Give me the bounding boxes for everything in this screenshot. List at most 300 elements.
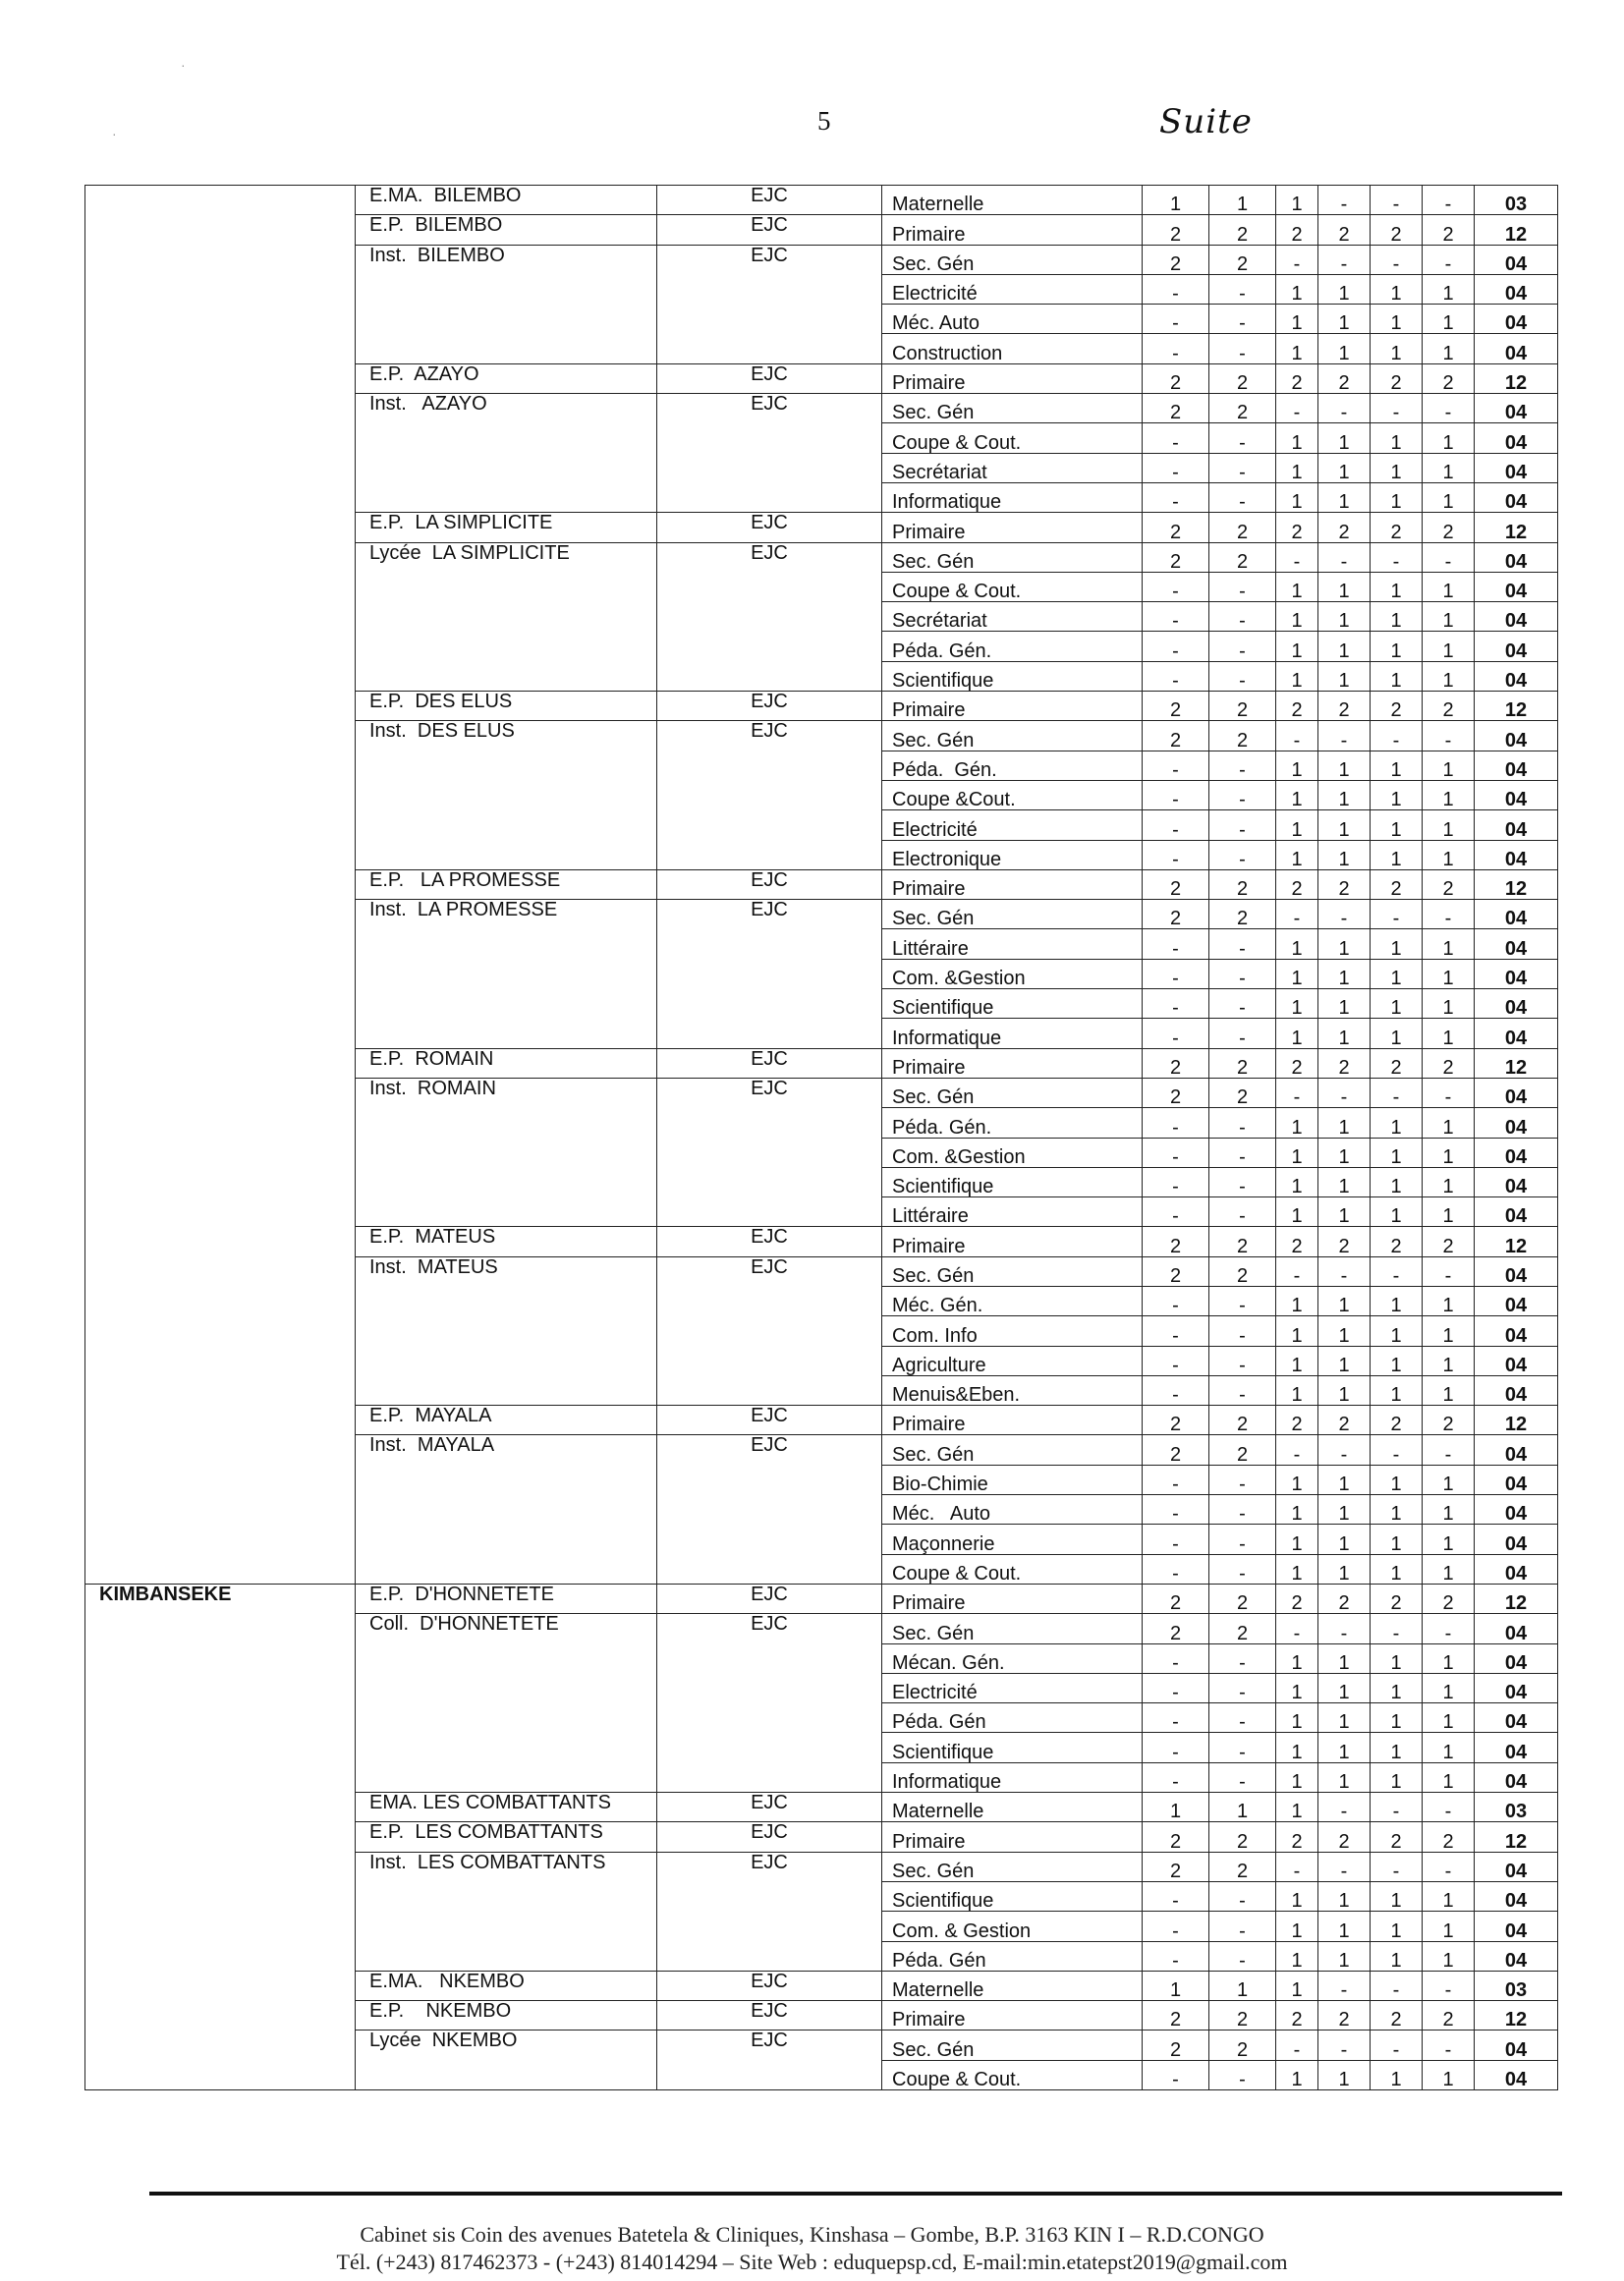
- class-count: 1: [1318, 1881, 1371, 1911]
- option-label: Maçonnerie: [882, 1525, 1143, 1554]
- class-count: -: [1276, 900, 1318, 929]
- class-count: -: [1423, 1971, 1475, 2000]
- class-count: -: [1371, 2031, 1423, 2060]
- option-total: 04: [1475, 929, 1558, 959]
- option-label: Primaire: [882, 1822, 1143, 1852]
- class-count: 1: [1423, 632, 1475, 661]
- class-count: 1: [1318, 602, 1371, 632]
- school-name: E.P. LES COMBATTANTS: [356, 1822, 657, 1852]
- option-total: 12: [1475, 1048, 1558, 1078]
- class-count: 2: [1371, 1048, 1423, 1078]
- class-count: -: [1209, 1019, 1276, 1048]
- class-count: 1: [1371, 453, 1423, 482]
- class-count: 1: [1371, 751, 1423, 780]
- class-count: 2: [1318, 513, 1371, 542]
- class-count: 1: [1276, 1554, 1318, 1584]
- class-count: 2: [1209, 1227, 1276, 1256]
- class-count: -: [1143, 1316, 1209, 1346]
- school-name: E.MA. BILEMBO: [356, 186, 657, 215]
- school-org: EJC: [657, 1584, 882, 1613]
- class-count: 1: [1318, 780, 1371, 809]
- class-count: 1: [1276, 1525, 1318, 1554]
- option-label: Sec. Gén: [882, 1614, 1143, 1643]
- class-count: -: [1143, 1673, 1209, 1702]
- class-count: 2: [1423, 513, 1475, 542]
- class-count: 1: [1276, 1971, 1318, 2000]
- class-count: -: [1318, 394, 1371, 423]
- school-name: Inst. BILEMBO: [356, 245, 657, 363]
- class-count: 1: [1276, 1286, 1318, 1315]
- class-count: 1: [1276, 2060, 1318, 2089]
- class-count: -: [1318, 1614, 1371, 1643]
- option-total: 04: [1475, 1019, 1558, 1048]
- class-count: 2: [1209, 215, 1276, 245]
- class-count: 1: [1318, 423, 1371, 453]
- class-count: 1: [1371, 1286, 1423, 1315]
- class-count: 2: [1209, 2001, 1276, 2031]
- class-count: 1: [1276, 453, 1318, 482]
- class-count: -: [1209, 810, 1276, 840]
- class-count: -: [1276, 2031, 1318, 2060]
- class-count: 2: [1276, 1822, 1318, 1852]
- option-label: Secrétariat: [882, 602, 1143, 632]
- class-count: -: [1423, 245, 1475, 274]
- school-org: EJC: [657, 245, 882, 363]
- class-count: 1: [1371, 1019, 1423, 1048]
- option-label: Secrétariat: [882, 453, 1143, 482]
- class-count: 2: [1143, 215, 1209, 245]
- class-count: 2: [1209, 1614, 1276, 1643]
- class-count: 1: [1276, 1762, 1318, 1792]
- class-count: 1: [1276, 780, 1318, 809]
- option-total: 12: [1475, 1584, 1558, 1613]
- class-count: 1: [1423, 1316, 1475, 1346]
- class-count: -: [1143, 2060, 1209, 2089]
- option-total: 04: [1475, 1852, 1558, 1881]
- class-count: 2: [1276, 363, 1318, 393]
- class-count: 1: [1423, 334, 1475, 363]
- class-count: 1: [1423, 989, 1475, 1019]
- class-count: 1: [1276, 423, 1318, 453]
- class-count: -: [1209, 1733, 1276, 1762]
- option-total: 04: [1475, 1197, 1558, 1227]
- class-count: 1: [1371, 1108, 1423, 1138]
- class-count: 1: [1276, 572, 1318, 601]
- option-label: Maternelle: [882, 186, 1143, 215]
- option-total: 04: [1475, 1286, 1558, 1315]
- option-total: 04: [1475, 1703, 1558, 1733]
- class-count: 2: [1371, 2001, 1423, 2031]
- class-count: -: [1209, 1346, 1276, 1375]
- class-count: -: [1318, 1793, 1371, 1822]
- class-count: -: [1143, 1019, 1209, 1048]
- option-label: Péda. Gén: [882, 1703, 1143, 1733]
- school-org: EJC: [657, 363, 882, 393]
- class-count: 1: [1318, 1643, 1371, 1673]
- class-count: 1: [1371, 1912, 1423, 1941]
- class-count: 1: [1318, 959, 1371, 988]
- class-count: 2: [1143, 1406, 1209, 1435]
- school-name: Inst. LA PROMESSE: [356, 900, 657, 1048]
- class-count: 1: [1318, 1019, 1371, 1048]
- class-count: -: [1209, 1465, 1276, 1494]
- option-label: Primaire: [882, 1048, 1143, 1078]
- class-count: 1: [1423, 602, 1475, 632]
- class-count: -: [1423, 186, 1475, 215]
- option-total: 12: [1475, 363, 1558, 393]
- option-total: 04: [1475, 1108, 1558, 1138]
- class-count: -: [1423, 900, 1475, 929]
- option-label: Méc. Gén.: [882, 1286, 1143, 1315]
- class-count: -: [1318, 2031, 1371, 2060]
- class-count: -: [1143, 1554, 1209, 1584]
- class-count: 1: [1276, 632, 1318, 661]
- commune-cell: [85, 186, 356, 1585]
- class-count: 2: [1143, 1614, 1209, 1643]
- option-label: Scientifique: [882, 1881, 1143, 1911]
- class-count: 1: [1318, 810, 1371, 840]
- class-count: -: [1423, 1256, 1475, 1286]
- option-label: Maternelle: [882, 1971, 1143, 2000]
- class-count: 1: [1318, 632, 1371, 661]
- class-count: 1: [1423, 1197, 1475, 1227]
- class-count: 2: [1143, 2031, 1209, 2060]
- class-count: 1: [1371, 1881, 1423, 1911]
- option-label: Scientifique: [882, 989, 1143, 1019]
- class-count: 1: [1318, 2060, 1371, 2089]
- option-label: Primaire: [882, 363, 1143, 393]
- school-name: Inst. MAYALA: [356, 1435, 657, 1584]
- class-count: -: [1318, 1435, 1371, 1465]
- class-count: 1: [1276, 1138, 1318, 1167]
- class-count: 1: [1276, 274, 1318, 304]
- option-total: 04: [1475, 602, 1558, 632]
- option-total: 04: [1475, 542, 1558, 572]
- class-count: 1: [1423, 1762, 1475, 1792]
- school-name: E.P. AZAYO: [356, 363, 657, 393]
- class-count: -: [1423, 1614, 1475, 1643]
- option-total: 04: [1475, 1941, 1558, 1971]
- class-count: -: [1143, 1167, 1209, 1196]
- option-label: Maternelle: [882, 1793, 1143, 1822]
- class-count: -: [1276, 1614, 1318, 1643]
- class-count: -: [1371, 721, 1423, 751]
- class-count: 1: [1276, 602, 1318, 632]
- option-total: 04: [1475, 305, 1558, 334]
- option-label: Coupe & Cout.: [882, 1554, 1143, 1584]
- class-count: 1: [1371, 1941, 1423, 1971]
- class-count: -: [1209, 2060, 1276, 2089]
- option-label: Menuis&Eben.: [882, 1375, 1143, 1405]
- class-count: 1: [1318, 1495, 1371, 1525]
- option-label: Scientifique: [882, 1167, 1143, 1196]
- option-total: 04: [1475, 1435, 1558, 1465]
- class-count: -: [1371, 542, 1423, 572]
- school-org: EJC: [657, 1793, 882, 1822]
- class-count: 1: [1276, 1167, 1318, 1196]
- class-count: -: [1143, 482, 1209, 512]
- option-label: Electricité: [882, 274, 1143, 304]
- class-count: -: [1143, 989, 1209, 1019]
- class-count: -: [1143, 1881, 1209, 1911]
- class-count: -: [1209, 602, 1276, 632]
- class-count: 1: [1371, 1733, 1423, 1762]
- class-count: -: [1209, 1525, 1276, 1554]
- option-label: Sec. Gén: [882, 542, 1143, 572]
- option-label: Péda. Gén.: [882, 751, 1143, 780]
- class-count: -: [1209, 482, 1276, 512]
- class-count: -: [1209, 1316, 1276, 1346]
- class-count: 1: [1371, 1703, 1423, 1733]
- class-count: 1: [1371, 1167, 1423, 1196]
- class-count: 2: [1423, 2001, 1475, 2031]
- class-count: 1: [1423, 453, 1475, 482]
- option-total: 04: [1475, 1465, 1558, 1494]
- class-count: -: [1143, 453, 1209, 482]
- option-label: Coupe &Cout.: [882, 780, 1143, 809]
- class-count: 2: [1318, 1227, 1371, 1256]
- school-org: EJC: [657, 1852, 882, 1971]
- option-label: Sec. Gén: [882, 721, 1143, 751]
- school-org: EJC: [657, 513, 882, 542]
- class-count: 1: [1318, 305, 1371, 334]
- class-count: -: [1209, 959, 1276, 988]
- class-count: 1: [1371, 572, 1423, 601]
- class-count: 2: [1209, 513, 1276, 542]
- class-count: -: [1209, 274, 1276, 304]
- class-count: 1: [1276, 929, 1318, 959]
- class-count: -: [1143, 1286, 1209, 1315]
- class-count: 1: [1209, 1971, 1276, 2000]
- option-label: Bio-Chimie: [882, 1465, 1143, 1494]
- class-count: -: [1276, 542, 1318, 572]
- class-count: -: [1209, 1167, 1276, 1196]
- school-org: EJC: [657, 721, 882, 869]
- class-count: -: [1209, 1375, 1276, 1405]
- option-total: 04: [1475, 989, 1558, 1019]
- option-label: Informatique: [882, 482, 1143, 512]
- class-count: 1: [1276, 840, 1318, 869]
- class-count: 1: [1371, 1525, 1423, 1554]
- class-count: 2: [1371, 1584, 1423, 1613]
- class-count: 2: [1276, 513, 1318, 542]
- class-count: -: [1143, 632, 1209, 661]
- class-count: 1: [1318, 1346, 1371, 1375]
- option-label: Com. & Gestion: [882, 1912, 1143, 1941]
- class-count: -: [1143, 751, 1209, 780]
- option-label: Coupe & Cout.: [882, 2060, 1143, 2089]
- class-count: -: [1371, 900, 1423, 929]
- class-count: -: [1371, 394, 1423, 423]
- class-count: 2: [1209, 1435, 1276, 1465]
- class-count: 1: [1423, 1375, 1475, 1405]
- class-count: -: [1318, 1078, 1371, 1107]
- class-count: -: [1318, 245, 1371, 274]
- class-count: 1: [1209, 186, 1276, 215]
- option-total: 12: [1475, 2001, 1558, 2031]
- class-count: 2: [1276, 869, 1318, 899]
- option-label: Primaire: [882, 513, 1143, 542]
- class-count: -: [1143, 1108, 1209, 1138]
- class-count: 2: [1318, 692, 1371, 721]
- class-count: -: [1209, 334, 1276, 363]
- class-count: 1: [1423, 959, 1475, 988]
- option-total: 12: [1475, 1406, 1558, 1435]
- class-count: 2: [1423, 1048, 1475, 1078]
- class-count: 2: [1423, 1227, 1475, 1256]
- class-count: -: [1209, 1762, 1276, 1792]
- option-total: 04: [1475, 1673, 1558, 1702]
- option-total: 04: [1475, 632, 1558, 661]
- class-count: 1: [1276, 1495, 1318, 1525]
- class-count: -: [1371, 1256, 1423, 1286]
- option-total: 04: [1475, 751, 1558, 780]
- table-row: [85, 186, 1558, 215]
- class-count: 1: [1423, 840, 1475, 869]
- class-count: 1: [1423, 572, 1475, 601]
- class-count: 1: [1318, 453, 1371, 482]
- class-count: 1: [1371, 661, 1423, 691]
- class-count: 1: [1276, 186, 1318, 215]
- option-total: 04: [1475, 1912, 1558, 1941]
- class-count: 2: [1143, 1822, 1209, 1852]
- class-count: 1: [1371, 1465, 1423, 1494]
- class-count: 2: [1209, 1048, 1276, 1078]
- class-count: -: [1143, 810, 1209, 840]
- class-count: 1: [1371, 2060, 1423, 2089]
- class-count: 2: [1318, 1822, 1371, 1852]
- option-label: Com. &Gestion: [882, 1138, 1143, 1167]
- class-count: 2: [1209, 245, 1276, 274]
- option-label: Electronique: [882, 840, 1143, 869]
- class-count: 2: [1276, 692, 1318, 721]
- class-count: 1: [1423, 1941, 1475, 1971]
- option-total: 04: [1475, 274, 1558, 304]
- class-count: 1: [1371, 1554, 1423, 1584]
- class-count: 2: [1209, 1256, 1276, 1286]
- class-count: -: [1143, 602, 1209, 632]
- class-count: 1: [1423, 1554, 1475, 1584]
- class-count: 1: [1318, 751, 1371, 780]
- school-name: E.P. MAYALA: [356, 1406, 657, 1435]
- class-count: 2: [1209, 542, 1276, 572]
- class-count: 2: [1209, 363, 1276, 393]
- class-count: 2: [1276, 215, 1318, 245]
- class-count: 2: [1371, 363, 1423, 393]
- class-count: -: [1209, 453, 1276, 482]
- option-total: 04: [1475, 959, 1558, 988]
- option-label: Primaire: [882, 1584, 1143, 1613]
- option-total: 12: [1475, 1227, 1558, 1256]
- class-count: 1: [1318, 1554, 1371, 1584]
- class-count: -: [1143, 959, 1209, 988]
- class-count: 1: [1423, 929, 1475, 959]
- class-count: 2: [1209, 721, 1276, 751]
- option-total: 04: [1475, 1375, 1558, 1405]
- class-count: -: [1143, 1912, 1209, 1941]
- class-count: 1: [1423, 1703, 1475, 1733]
- class-count: 1: [1423, 1108, 1475, 1138]
- option-label: Agriculture: [882, 1346, 1143, 1375]
- option-label: Coupe & Cout.: [882, 572, 1143, 601]
- class-count: 1: [1423, 423, 1475, 453]
- school-org: EJC: [657, 1971, 882, 2000]
- class-count: 1: [1318, 1525, 1371, 1554]
- continued-label: Suite: [1159, 102, 1253, 141]
- class-count: 2: [1371, 692, 1423, 721]
- option-total: 04: [1475, 1316, 1558, 1346]
- option-total: 04: [1475, 1525, 1558, 1554]
- class-count: 1: [1371, 423, 1423, 453]
- class-count: -: [1209, 751, 1276, 780]
- class-count: -: [1423, 1852, 1475, 1881]
- option-label: Com. &Gestion: [882, 959, 1143, 988]
- class-count: -: [1209, 1286, 1276, 1315]
- option-total: 12: [1475, 869, 1558, 899]
- class-count: 2: [1209, 1078, 1276, 1107]
- option-total: 04: [1475, 661, 1558, 691]
- table-row: [85, 1584, 1558, 1613]
- class-count: -: [1423, 1078, 1475, 1107]
- class-count: 1: [1423, 661, 1475, 691]
- option-total: 04: [1475, 1554, 1558, 1584]
- class-count: -: [1209, 989, 1276, 1019]
- class-count: -: [1371, 1971, 1423, 2000]
- class-count: 2: [1423, 869, 1475, 899]
- class-count: 2: [1423, 363, 1475, 393]
- class-count: 2: [1209, 1406, 1276, 1435]
- footer-contact: Tél. (+243) 817462373 - (+243) 814014294 – Site Web : eduquepsp.cd, E-mail:min.etatepst2019@gmail.com: [336, 2250, 1288, 2274]
- class-count: 1: [1371, 482, 1423, 512]
- class-count: 1: [1276, 334, 1318, 363]
- school-name: Inst. AZAYO: [356, 394, 657, 513]
- class-count: 1: [1318, 661, 1371, 691]
- class-count: 2: [1209, 2031, 1276, 2060]
- option-label: Primaire: [882, 1406, 1143, 1435]
- schools-table: [84, 185, 1558, 2090]
- class-count: 1: [1423, 1525, 1475, 1554]
- class-count: -: [1143, 334, 1209, 363]
- class-count: 1: [1423, 1881, 1475, 1911]
- class-count: 1: [1276, 1941, 1318, 1971]
- class-count: 1: [1276, 1316, 1318, 1346]
- class-count: -: [1423, 1793, 1475, 1822]
- class-count: -: [1276, 394, 1318, 423]
- option-total: 04: [1475, 1138, 1558, 1167]
- class-count: 2: [1143, 363, 1209, 393]
- school-name: Inst. ROMAIN: [356, 1078, 657, 1226]
- class-count: 2: [1143, 1256, 1209, 1286]
- school-name: Lycée NKEMBO: [356, 2031, 657, 2090]
- class-count: -: [1209, 1138, 1276, 1167]
- class-count: 2: [1371, 513, 1423, 542]
- class-count: 2: [1209, 1852, 1276, 1881]
- option-label: Informatique: [882, 1762, 1143, 1792]
- class-count: -: [1318, 186, 1371, 215]
- option-total: 04: [1475, 810, 1558, 840]
- option-label: Primaire: [882, 692, 1143, 721]
- option-total: 03: [1475, 1971, 1558, 2000]
- class-count: 1: [1423, 1465, 1475, 1494]
- class-count: -: [1209, 661, 1276, 691]
- class-count: 1: [1276, 661, 1318, 691]
- option-total: 04: [1475, 334, 1558, 363]
- class-count: -: [1318, 900, 1371, 929]
- class-count: 1: [1318, 1465, 1371, 1494]
- class-count: -: [1276, 1078, 1318, 1107]
- class-count: -: [1143, 1375, 1209, 1405]
- option-label: Méc. Auto: [882, 305, 1143, 334]
